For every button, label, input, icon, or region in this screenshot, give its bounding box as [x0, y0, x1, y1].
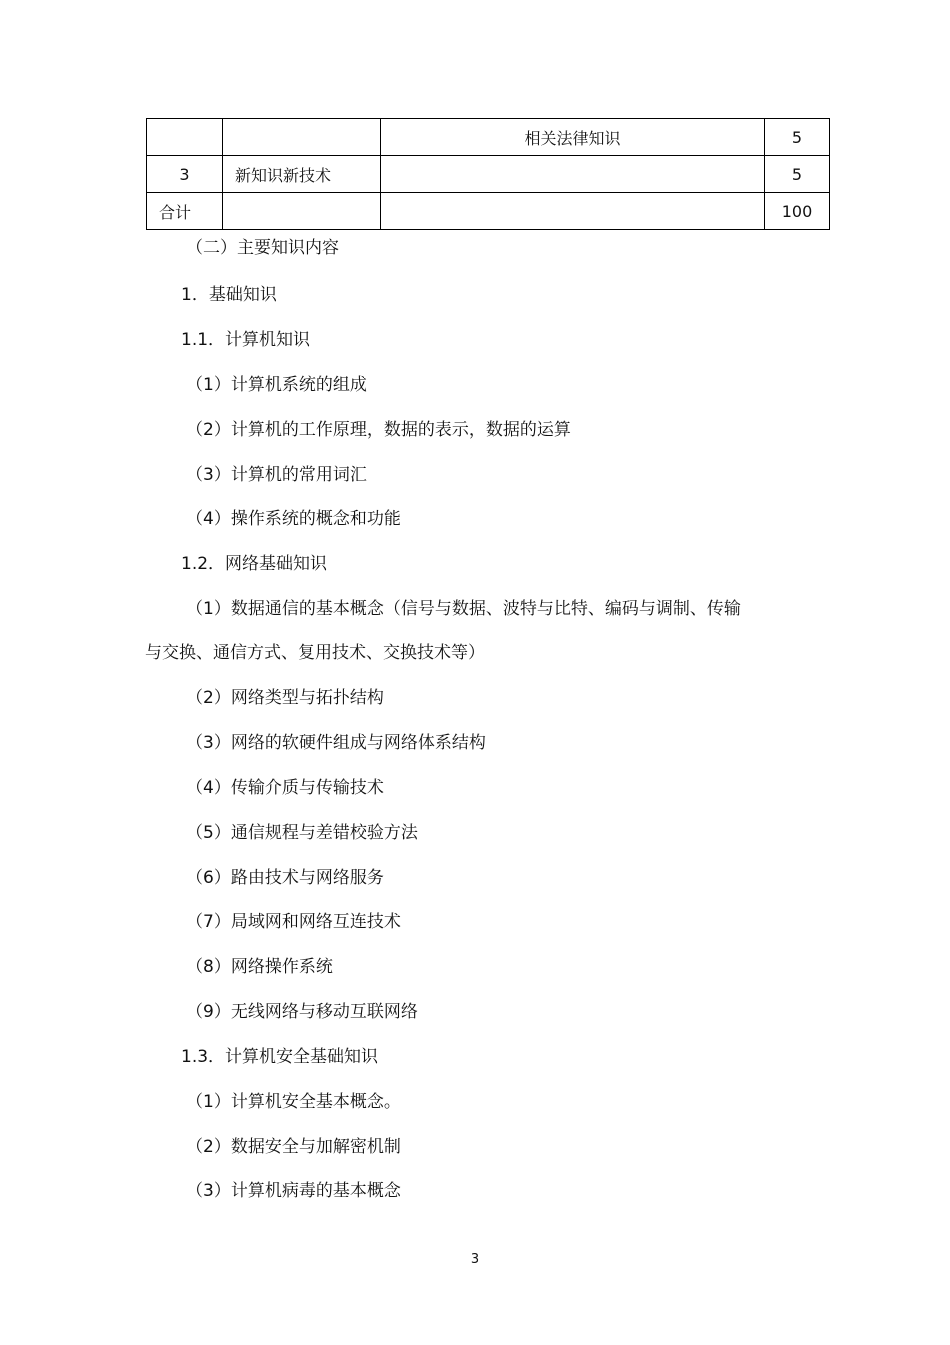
list-item: （9）无线网络与移动互联网络 [186, 1002, 418, 1022]
list-item: （3）计算机的常用词汇 [186, 465, 367, 485]
row-subtopic [381, 193, 765, 230]
list-item: （4）传输介质与传输技术 [186, 778, 384, 798]
page-number: 3 [470, 1252, 480, 1267]
list-item-continuation: 与交换、通信方式、复用技术、交换技术等） [145, 643, 485, 663]
score-table [146, 118, 830, 230]
list-item: （1）计算机安全基本概念。 [186, 1092, 401, 1112]
list-item: （2）计算机的工作原理，数据的表示，数据的运算 [186, 420, 571, 440]
row-score: 5 [765, 156, 830, 193]
subsection-heading: 1.2．网络基础知识 [181, 554, 328, 574]
list-item: （7）局域网和网络互连技术 [186, 912, 401, 932]
subsection-heading: 1.1．计算机知识 [181, 330, 311, 350]
list-item: （1）数据通信的基本概念（信号与数据、波特与比特、编码与调制、传输 [186, 599, 741, 619]
list-item: （5）通信规程与差错校验方法 [186, 823, 418, 843]
list-item: （4）操作系统的概念和功能 [186, 509, 401, 529]
section-heading: 1．基础知识 [181, 285, 277, 305]
table-row [147, 119, 830, 156]
row-score: 100 [765, 193, 830, 230]
list-item: （8）网络操作系统 [186, 957, 333, 977]
row-number: 3 [147, 156, 223, 193]
row-score: 5 [765, 119, 830, 156]
list-item: （2）数据安全与加解密机制 [186, 1137, 401, 1157]
row-topic [223, 119, 381, 156]
row-topic: 新知识新技术 [223, 156, 381, 193]
subsection-heading: 1.3．计算机安全基础知识 [181, 1047, 379, 1067]
list-item: （6）路由技术与网络服务 [186, 868, 384, 888]
list-item: （3）网络的软硬件组成与网络体系结构 [186, 733, 486, 753]
row-topic [223, 193, 381, 230]
row-subtopic: 相关法律知识 [381, 119, 765, 156]
row-number [147, 119, 223, 156]
row-number: 合计 [147, 193, 223, 230]
table-row [147, 156, 830, 193]
section-heading: （二）主要知识内容 [186, 238, 339, 258]
list-item: （3）计算机病毒的基本概念 [186, 1181, 401, 1201]
list-item: （1）计算机系统的组成 [186, 375, 367, 395]
row-subtopic [381, 156, 765, 193]
list-item: （2）网络类型与拓扑结构 [186, 688, 384, 708]
table-row [147, 193, 830, 230]
